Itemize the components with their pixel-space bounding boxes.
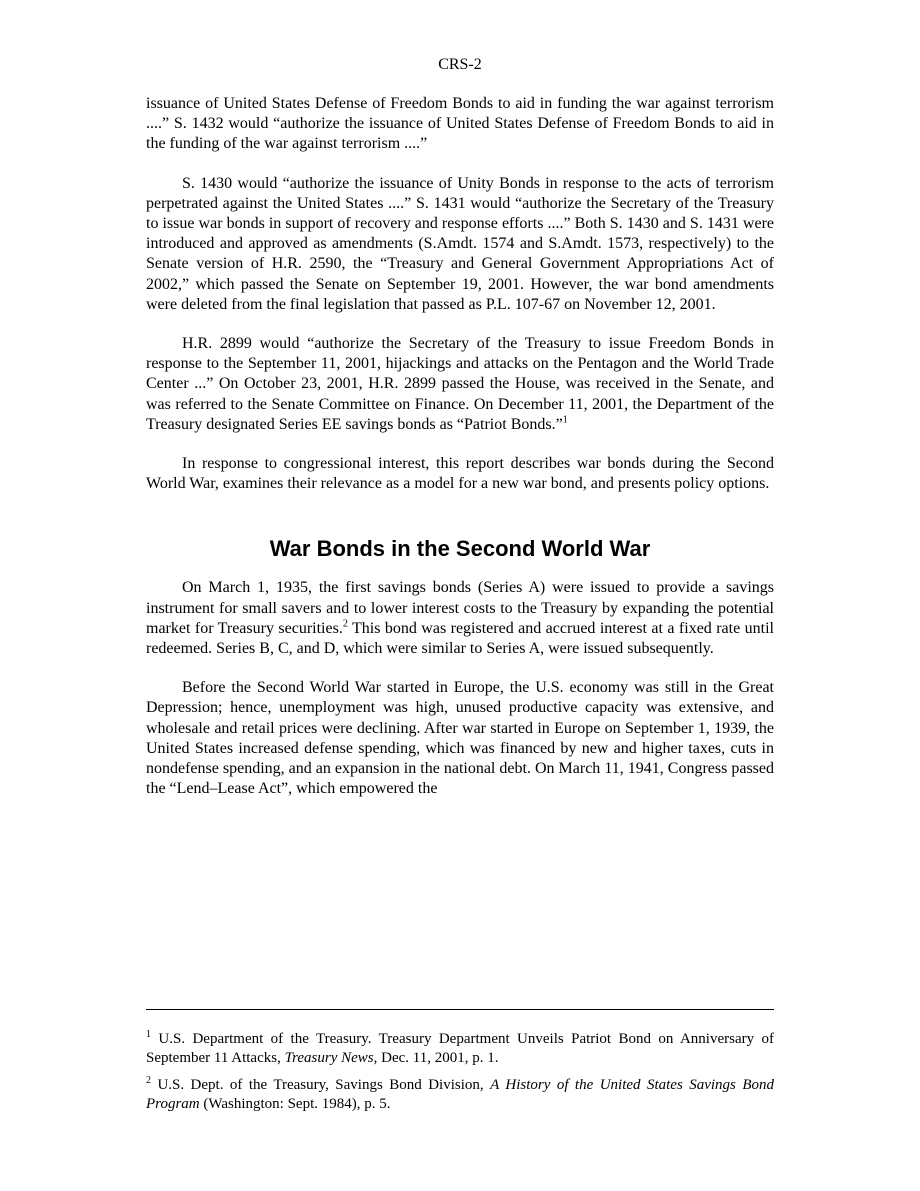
footnotes — [146, 1030, 774, 1122]
paragraph-unity-bonds: S. 1430 would “authorize the issuance of Unity Bonds in response to the acts of terrorism perpetrated against the United States ....” S. 1431 would “authorize the Secretary of the Treasury to issue war bonds in support of recovery and response efforts ....” Both S. 1430 and S. 1431 were introduced and approved as amendments (S.Amdt. 1574 and S.Amdt. 1573, respectively) to the Senate version of H.R. 2590, the “Treasury and General Government Appropriations Act of 2002,” which passed the Senate on September 19, 2001. However, the war bond amendments were deleted from the final legislation that passed as P.L. 107-67 on November 12, 2001. — [146, 174, 774, 313]
section-heading: War Bonds in the Second World War — [269, 536, 651, 562]
paragraph-report-purpose: In response to congressional interest, this report describes war bonds during the Second World War, examines their relevance as a model for a new war bond, and presents policy options. — [146, 455, 774, 493]
footnote-2 — [146, 1076, 774, 1113]
document-body — [146, 94, 774, 818]
footnote-text: U.S. Department of the Treasury. Treasury Department Unveils Patriot Bond on Anniversary of September 11 Attacks, — [146, 1031, 774, 1066]
footnote-ref-2[interactable]: 2 — [342, 618, 348, 630]
page-number-header: CRS-2 — [438, 56, 482, 73]
footnote-number: 1 — [146, 1029, 151, 1040]
paragraph-freedom-bonds — [146, 334, 774, 435]
footnote-ref-1[interactable]: 1 — [562, 414, 568, 426]
footnote-text: (Washington: Sept. 1984), p. 5. — [199, 1095, 391, 1112]
footnote-italic-title: A History of the United States Savings Bond Program — [146, 1077, 774, 1112]
paragraph-series-a — [146, 578, 774, 659]
paragraph-great-depression: Before the Second World War started in Europe, the U.S. economy was still in the Great Depression; hence, unemployment was high, unused productive capacity was extensive, and wholesale and retail prices were declining. After war started in Europe on September 1, 1939, the United States increased defense spending, which was financed by new and higher taxes, cuts in nondefense spending, and an expansion in the national debt. On March 11, 1941, Congress passed the “Lend–Lease Act”, which empowered the — [146, 679, 774, 798]
footnote-italic-title: Treasury News — [284, 1049, 374, 1066]
footnote-1 — [146, 1030, 774, 1067]
paragraph-text: H.R. 2899 would “authorize the Secretary of the Treasury to issue Freedom Bonds in response to the September 11, 2001, hijackings and attacks on the Pentagon and the World Trade Center ...” On October 23, 2001, H.R. 2899 passed the House, was received in the Senate, and was referred to the Senate Committee on Finance. On December 11, 2001, the Department of the Treasury designated Series EE savings bonds as “Patriot Bonds.” — [146, 335, 774, 433]
footnote-number: 2 — [146, 1075, 151, 1086]
footnote-text: U.S. Dept. of the Treasury, Savings Bond Division, — [151, 1077, 491, 1093]
paragraph-continuation: issuance of United States Defense of Freedom Bonds to aid in funding the war against terrorism ....” S. 1432 would “authorize the issuance of United States Defense of Freedom Bonds to aid in the funding of the war against terrorism ....” — [146, 95, 774, 153]
footnote-text: , Dec. 11, 2001, p. 1. — [373, 1049, 499, 1066]
paragraph-text: This bond was registered and accrued interest at a fixed rate until redeemed. Series B, C, and D, which were similar to Series A, were issued subsequently. — [146, 619, 774, 658]
paragraph-text: On March 1, 1935, the first savings bonds (Series A) were issued to provide a savings instrument for small savers and to lower interest costs to the Treasury by expanding the potential market for Treasury securities. — [146, 579, 774, 637]
footnote-divider — [146, 1009, 774, 1010]
